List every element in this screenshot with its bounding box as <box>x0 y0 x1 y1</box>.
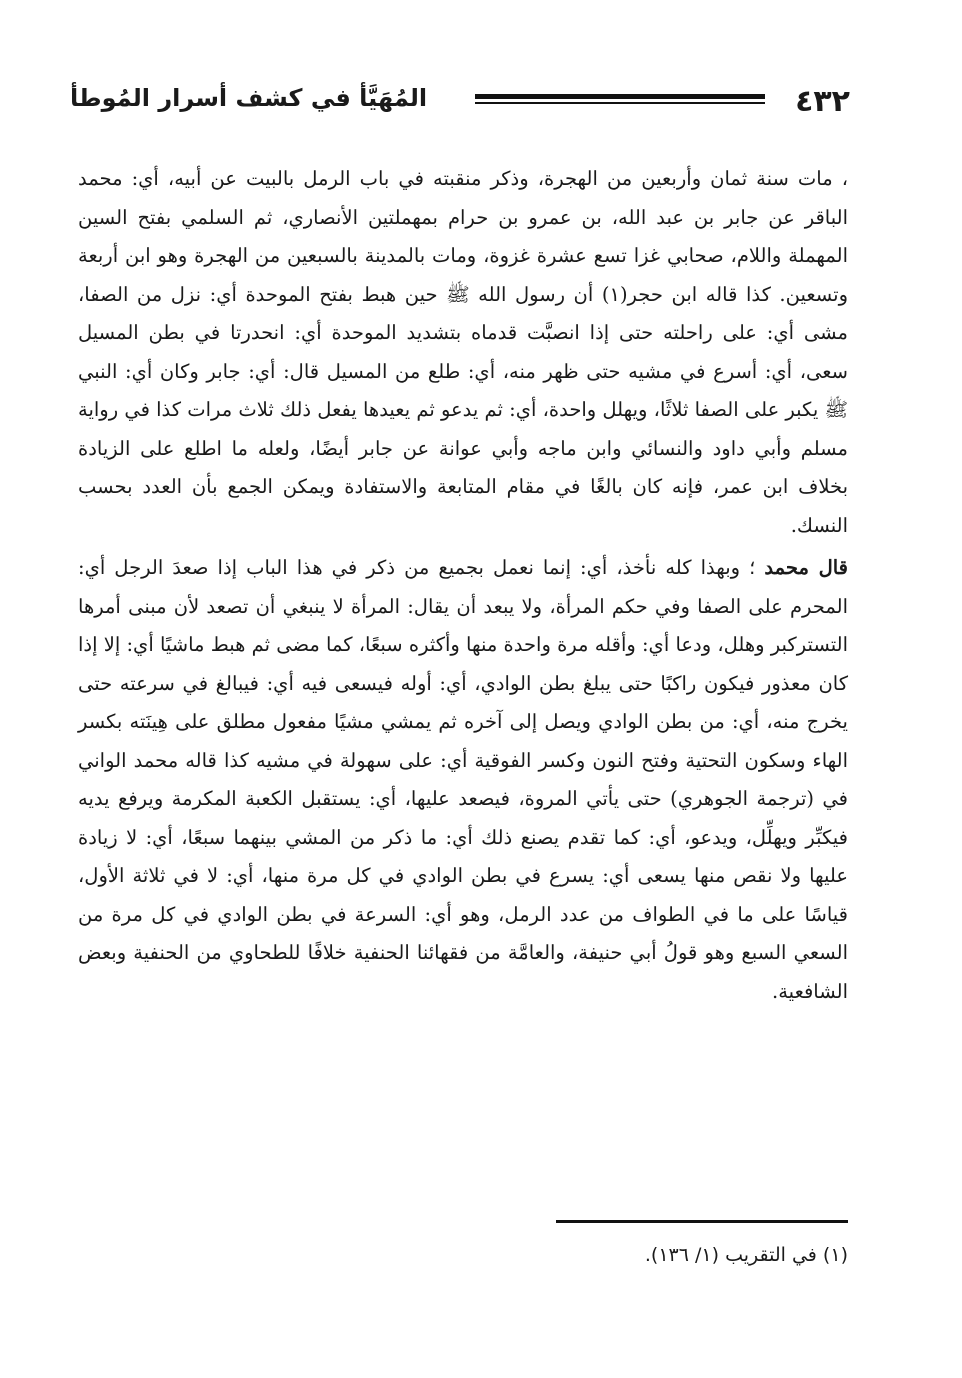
main-text <box>78 160 848 1011</box>
book-title: المُهَيَّأ في كشف أسرار المُوطأ <box>70 84 428 112</box>
paragraph-2-lead: قال محمد <box>764 556 849 579</box>
header-rule <box>475 94 765 104</box>
paragraph-1: ، مات سنة ثمان وأربعين من الهجرة، وذكر منقبته في باب الرمل بالبيت عن أبيه، أي: محمد الباقر عن جابر بن عبد الله، بن عمرو بن حرام بمهملتين الأنصاري، ثم السلمي بفتح السين المهملة واللام، صحابي غزا تسع عشرة غزوة، ومات بالمدينة بالسبعين من الهجرة وهو ابن أربعة وتسعين. كذا قاله ابن حجر(١) أن رسول الله ﷺ حين هبط بفتح الموحدة أي: نزل من الصفا، مشى أي: على راحلته حتى إذا انصبَّت قدماه بتشديد الموحدة أي: انحدرتا في بطن المسيل سعى، أي: أسرع في مشيه حتى ظهر منه، أي: طلع من المسيل قال: أي: جابر وكان أي: النبي ﷺ يكبر على الصفا ثلاثًا، ويهلل واحدة، أي: ثم يدعو ثم يعيدها يفعل ذلك ثلاث مرات كذا في رواية مسلم وأبي داود والنسائي وابن ماجه وأبي عوانة عن جابر أيضًا، ولعله ما اطلع على الزيادة بخلاف ابن عمر، فإنه كان بالغًا في مقام المتابعة والاستفادة ويمكن الجمع بأن العدد بحسب النسك. <box>78 167 848 537</box>
page-number: ٤٣٢ <box>795 84 850 119</box>
footnote-separator <box>556 1220 848 1223</box>
paragraph-2-text: ؛ وبهذا كله نأخذ، أي: إنما نعمل بجميع من ذكر في هذا الباب إذا صعدَ الرجل أي: المحرم على الصفا وفي حكم المرأة، ولا يبعد أن يقال: المرأة لا ينبغي أن تصعد لأن مبنى أمرها التستركبر وهلل، ودعا أي: وأقله مرة واحدة منها وأكثره سبعًا، كما مضى ثم هبط ماشيًا أي: إلا إذا كان معذور فيكون راكبًا حتى يبلغ بطن الوادي، أي: أوله فيسعى فيه أي: فيبالغ في سرعته حتى يخرج منه، أي: من بطن الوادي ويصل إلى آخره ثم يمشي مشيًا مفعول مطلق على هِينَته بكسر الهاء وسكون التحتية وفتح النون وكسر الفوقية أي: على سهولة في مشيه كذا قاله محمد الواني في (ترجمة الجوهري) حتى يأتي المروة، فيصعد عليها، أي: يستقبل الكعبة المكرمة ويرفع يديه فيكبِّر ويهلِّل، ويدعو، أي: كما تقدم يصنع ذلك أي: ما ذكر من المشي بينهما سبعًا، أي: لا زيادة عليها ولا نقص منها يسعى أي: يسرع في بطن الوادي في كل مرة منها، أي: لا في ثلاثة الأول، قياسًا على ما في الطواف من عدد الرمل، وهو أي: السرعة في بطن الوادي في كل مرة من السعي السبع وهو قولُ أبي حنيفة، والعامَّة من فقهائنا الحنفية خلافًا للطحاوي من الحنفية وبعض الشافعية. <box>78 556 848 1003</box>
footnote: (١) في التقريب (١/ ١٣٦). <box>644 1244 848 1266</box>
page-header <box>70 80 850 124</box>
paragraph-2 <box>78 549 848 1011</box>
